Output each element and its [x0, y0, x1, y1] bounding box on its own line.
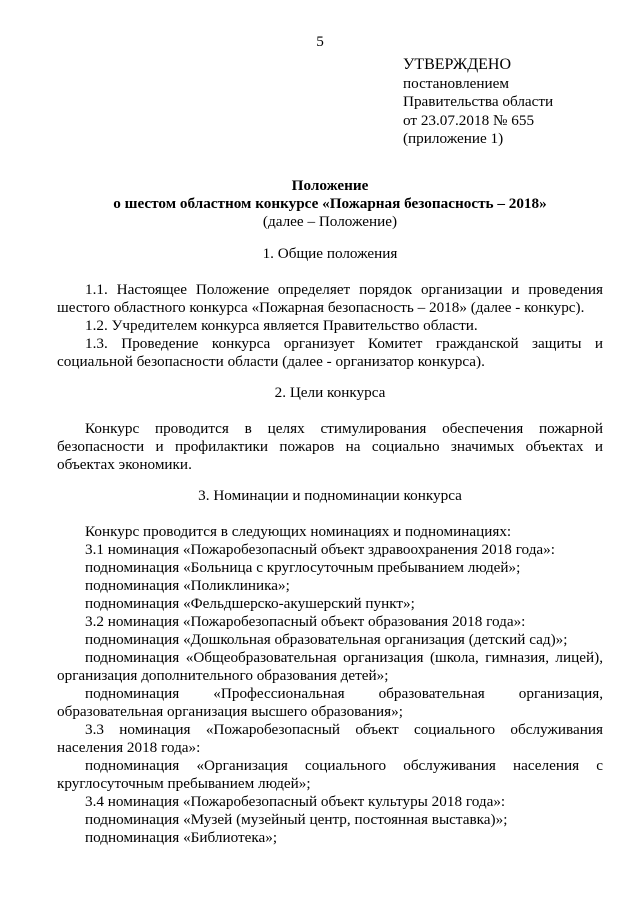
subnomination: подноминация «Общеобразовательная организация (школа, гимназия, лицей), организация дополнительного образования детей»; — [57, 649, 603, 684]
approval-line: от 23.07.2018 № 655 — [403, 111, 535, 129]
title-line: о шестом областном конкурсе «Пожарная безопасность – 2018» — [113, 195, 547, 212]
section-heading: 1. Общие положения — [262, 245, 398, 262]
paragraph: 1.2. Учредителем конкурса является Правительство области. — [85, 317, 478, 334]
approval-line: постановлением — [403, 74, 510, 92]
title-line: Положение — [291, 177, 369, 194]
paragraph: 1.3. Проведение конкурса организует Комитет гражданской защиты и социальной безопасности области (далее - организатор конкурса). — [57, 335, 603, 370]
page-number: 5 — [316, 33, 324, 50]
subnomination: подноминация «Организация социального обслуживания населения с круглосуточным пребыванием людей»; — [57, 757, 603, 792]
approval-stamp — [403, 56, 628, 149]
section-heading: 3. Номинации и подноминации конкурса — [198, 487, 462, 504]
subnomination: подноминация «Дошкольная образовательная организация (детский сад)»; — [85, 631, 568, 648]
subnomination: подноминация «Поликлиника»; — [85, 577, 290, 594]
title-subline: (далее – Положение) — [262, 213, 398, 230]
section-heading: 2. Цели конкурса — [274, 384, 386, 401]
nomination: 3.3 номинация «Пожаробезопасный объект социального обслуживания населения 2018 года»: — [57, 721, 603, 756]
paragraph: 1.1. Настоящее Положение определяет порядок организации и проведения шестого областного конкурса «Пожарная безопасность – 2018» (далее - конкурс). — [57, 281, 603, 316]
nomination: 3.4 номинация «Пожаробезопасный объект культуры 2018 года»: — [85, 793, 506, 810]
subnomination: подноминация «Фельдшерско-акушерский пункт»; — [85, 595, 415, 612]
subnomination: подноминация «Музей (музейный центр, постоянная выставка)»; — [85, 811, 508, 828]
document-title — [57, 177, 603, 231]
section-2 — [57, 384, 603, 474]
paragraph: Конкурс проводится в целях стимулирования обеспечения пожарной безопасности и профилактики пожаров на социально значимых объектах и объектах экономики. — [57, 420, 603, 473]
nomination: 3.2 номинация «Пожаробезопасный объект образования 2018 года»: — [85, 613, 526, 630]
paragraph: Конкурс проводится в следующих номинациях и подноминациях: — [85, 523, 512, 540]
subnomination: подноминация «Профессиональная образовательная организация, образовательная организация высшего образования»; — [57, 685, 603, 720]
section-3 — [57, 487, 603, 847]
approval-line: Правительства области — [403, 93, 554, 111]
section-1 — [57, 245, 603, 371]
subnomination: подноминация «Больница с круглосуточным пребыванием людей»; — [85, 559, 521, 576]
approval-line: (приложение 1) — [403, 130, 504, 148]
approval-heading: УТВЕРЖДЕНО — [403, 56, 512, 73]
nomination: 3.1 номинация «Пожаробезопасный объект здравоохранения 2018 года»: — [85, 541, 555, 558]
subnomination: подноминация «Библиотека»; — [85, 829, 278, 846]
